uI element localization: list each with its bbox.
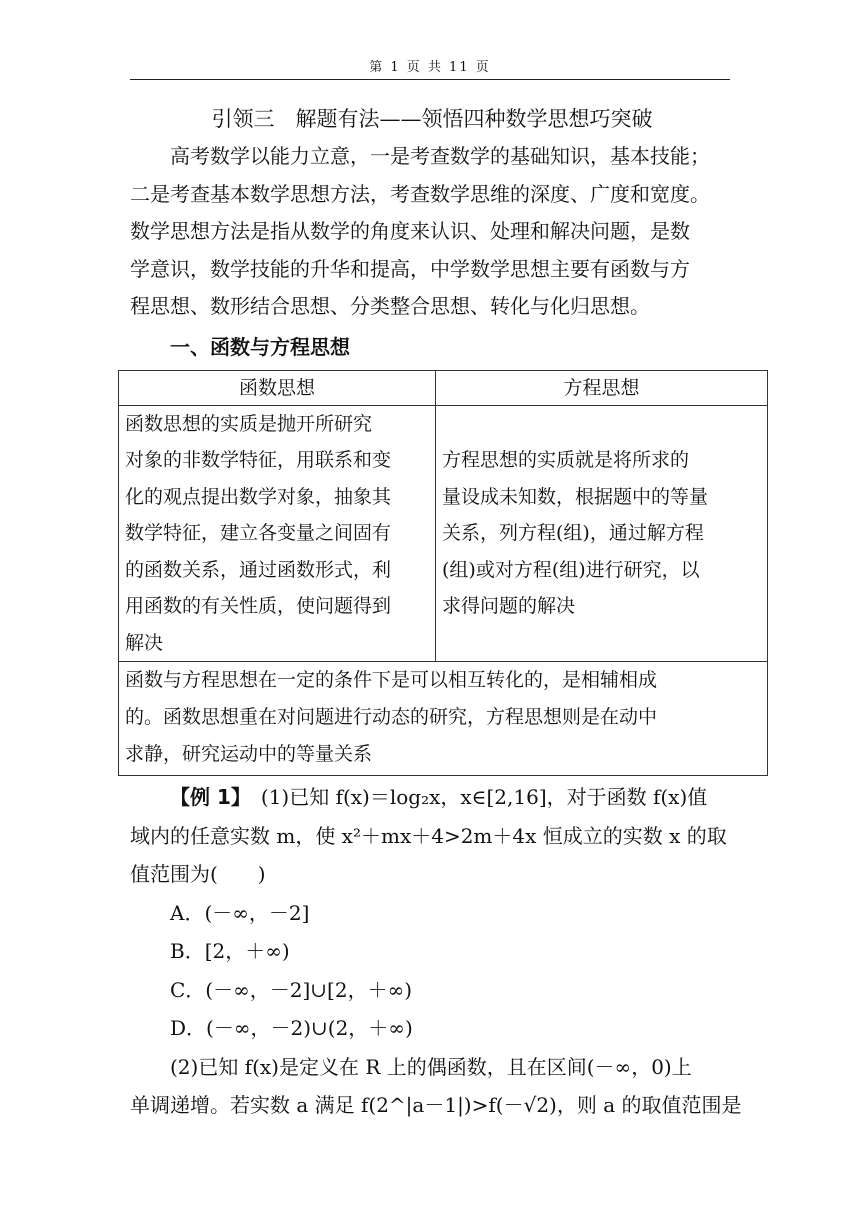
cell-line: 函数思想的实质是抛开所研究 [125, 412, 373, 435]
cell-line: 函数与方程思想在一定的条件下是可以相互转化的，是相辅相成 [125, 669, 658, 692]
intro-line: 学意识，数学技能的升华和提高，中学数学思想主要有函数与方 [130, 256, 690, 281]
table-header-row [119, 370, 768, 405]
intro-line: 程思想、数形结合思想、分类整合思想、转化与化归思想。 [130, 294, 650, 319]
cell-line: 的函数关系，通过函数形式，利 [125, 558, 392, 581]
table-footer-row [119, 662, 768, 776]
comparison-table [118, 370, 768, 777]
header-divider [130, 79, 730, 80]
example-label: 【例 1】 [170, 785, 241, 810]
cell-line: 求得问题的解决 [442, 595, 576, 618]
option-b: B．[2，＋∞) [170, 939, 290, 964]
intro-line: 数学思想方法是指从数学的角度来认识、处理和解决问题，是数 [130, 219, 690, 244]
option-c: C．(－∞，－2]∪[2，＋∞) [170, 977, 413, 1002]
cell-line: 关系，列方程(组)，通过解方程 [442, 522, 704, 545]
cell-line: 化的观点提出数学对象，抽象其 [125, 485, 392, 508]
example-question-2-line: 单调递增。若实数 a 满足 f(2^|a－1|)>f(－√2)，则 a 的取值范围是 [130, 1093, 742, 1118]
cell-line: (组)或对方程(组)进行研究，以 [442, 558, 700, 581]
table-header-equation: 方程思想 [436, 370, 768, 405]
example-question-1-line: 值范围为( ) [130, 862, 266, 887]
example-question-2-line: (2)已知 f(x)是定义在 R 上的偶函数，且在区间(－∞，0)上 [170, 1054, 692, 1079]
example-question-1-line: 域内的任意实数 m，使 x²＋mx＋4>2m＋4x 恒成立的实数 x 的取 [130, 823, 727, 848]
equation-thought-cell [436, 405, 768, 662]
cell-line: 量设成未知数，根据题中的等量 [442, 485, 709, 508]
section-heading: 一、函数与方程思想 [170, 334, 350, 359]
intro-paragraph [130, 138, 734, 326]
option-a: A．(－∞，－2] [170, 900, 310, 925]
relation-cell [119, 662, 768, 776]
cell-line: 解决 [125, 631, 164, 654]
option-d: D．(－∞，－2)∪(2，＋∞) [170, 1016, 413, 1041]
intro-line: 高考数学以能力立意，一是考查数学的基础知识，基本技能； [170, 144, 710, 168]
cell-line: 求静，研究运动中的等量关系 [125, 743, 373, 766]
page-title: 引领三 解题有法——领悟四种数学思想巧突破 [211, 107, 653, 131]
cell-line: 方程思想的实质就是将所求的 [442, 449, 690, 472]
function-thought-cell [119, 405, 436, 662]
table-body-row [119, 405, 768, 662]
table-header-function: 函数思想 [119, 370, 436, 405]
intro-line: 二是考查基本数学思想方法，考查数学思维的深度、广度和宽度。 [130, 181, 710, 206]
page-number-header: 第 1 页 共 11 页 [369, 60, 491, 75]
cell-line: 的。函数思想重在对问题进行动态的研究，方程思想则是在动中 [125, 706, 658, 729]
example-question-1-line: 【例 1】 (1)已知 f(x)＝log₂x，x∈[2,16]，对于函数 f(x)值 [170, 785, 708, 810]
cell-line: 对象的非数学特征，用联系和变 [125, 449, 392, 472]
example-block [130, 778, 742, 1125]
cell-line: 数学特征，建立各变量之间固有 [125, 522, 392, 545]
cell-line: 用函数的有关性质，使问题得到 [125, 595, 392, 618]
document-body [125, 102, 742, 1125]
